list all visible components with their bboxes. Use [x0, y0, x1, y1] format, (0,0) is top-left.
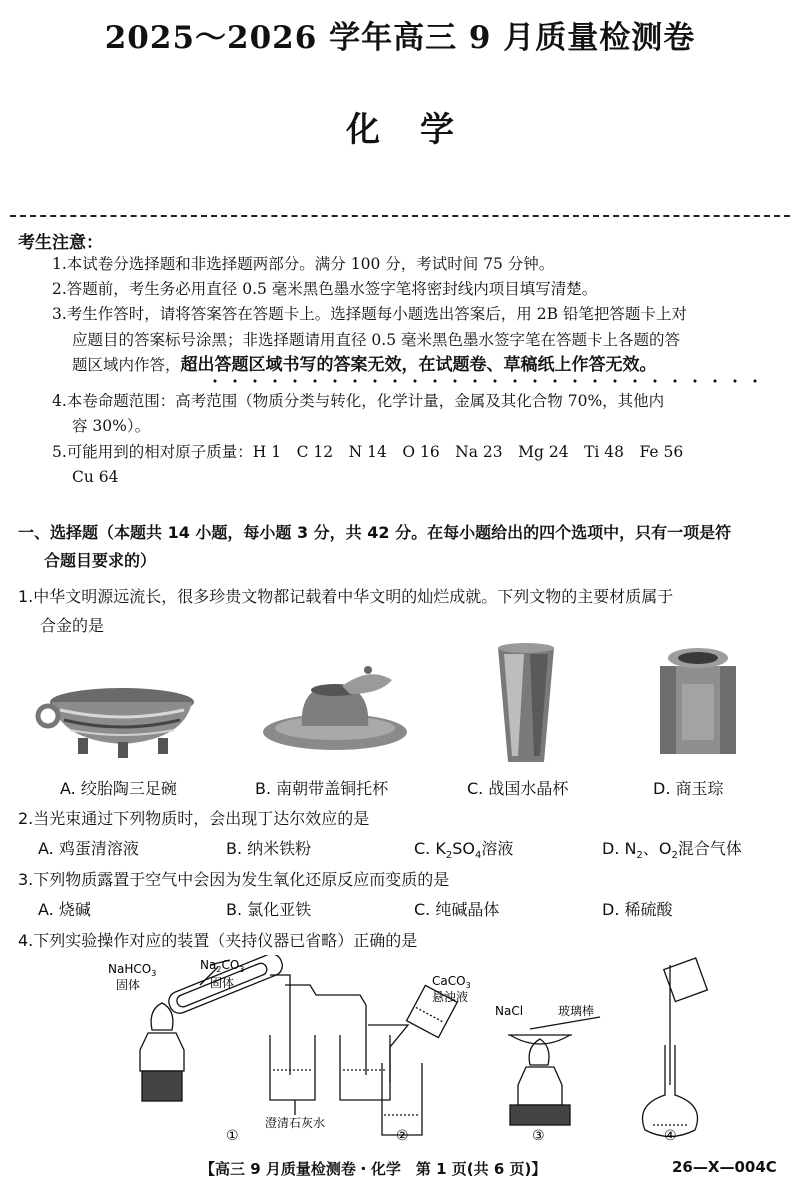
notice-item-3-cont: 应题目的答案标号涂黑；非选择题请用直径 0.5 毫米黑色墨水签字笔在答题卡上各题的答 — [72, 331, 681, 349]
bronze-cup-image — [263, 666, 407, 750]
notice-item-4: 4.本卷命题范围：高考范围（物质分类与转化，化学计量，金属及其化合物 70%，其他内 — [52, 392, 665, 410]
bowl-image — [38, 688, 194, 758]
q3-option-b: B. 氯化亚铁 — [226, 900, 312, 919]
label-nahco3: NaHCO$_3$ — [108, 962, 157, 978]
q2-option-c: C. $K_2SO_4$溶液 — [414, 839, 514, 862]
beaker-1 — [270, 1035, 315, 1100]
page-footer: 【高三 9 月质量检测卷・化学 第 1 页(共 6 页)】 — [200, 1160, 547, 1178]
notice-item-3-text: 题区域内作答， — [72, 356, 181, 374]
label-apparatus-3: ③ — [532, 1128, 545, 1144]
notice-heading: 考生注意： — [18, 233, 103, 253]
notice-item-3: 3.考生作答时，请将答案答在答题卡上。选择题每小题选出答案后，用 2B 铅笔把答题卡上对 — [52, 305, 687, 323]
q1-option-a: A. 绞胎陶三足碗 — [60, 779, 177, 798]
question-2-stem: 2.当光束通过下列物质时，会出现丁达尔效应的是 — [18, 809, 370, 828]
label-caco3: CaCO$_3$ — [432, 974, 471, 990]
funnel — [368, 1025, 408, 1083]
question-1-stem-cont: 合金的是 — [40, 616, 105, 635]
q2-option-d: D. $N_2$、$O_2$混合气体 — [602, 839, 742, 862]
question-1-stem: 1.中华文明源远流长，很多珍贵文物都记载着中华文明的灿烂成就。下列文物的主要材质属于 — [18, 587, 674, 606]
label-apparatus-4: ④ — [664, 1128, 677, 1144]
label-suspension: 悬浊液 — [432, 990, 469, 1004]
lamp-stand-1 — [142, 1071, 182, 1101]
glass-rod — [530, 1017, 600, 1029]
exam-title: 2025～2026 学年高三 9 月质量检测卷 — [104, 20, 696, 56]
exam-code: 26—X—004C — [672, 1158, 777, 1176]
label-solid-2: 固体 — [210, 976, 235, 990]
notice-emphasis: 超出答题区域书写的答案无效，在试题卷、草稿纸上作答无效。 — [180, 355, 657, 375]
subject-title: 化学 — [346, 110, 494, 150]
notice-item-3-cont2 — [72, 353, 657, 378]
question-4-stem: 4.下列实验操作对应的装置（夹持仪器已省略）正确的是 — [18, 931, 418, 950]
label-nacl: NaCl — [495, 1004, 524, 1018]
label-apparatus-1: ① — [226, 1128, 239, 1144]
q1-option-c: C. 战国水晶杯 — [467, 779, 569, 798]
notice-item-2: 2.答题前，考生务必用直径 0.5 毫米黑色墨水签字笔将密封线内项目填写清楚。 — [52, 280, 598, 298]
flame-1 — [151, 1003, 173, 1030]
q1-option-d: D. 商玉琮 — [653, 779, 724, 798]
label-solid-1: 固体 — [116, 978, 141, 992]
q3-option-a: A. 烧碱 — [38, 900, 91, 919]
emphasis-dots — [205, 378, 765, 384]
seal-divider — [10, 215, 790, 217]
q2-option-b: B. 纳米铁粉 — [226, 839, 312, 858]
label-glass-rod: 玻璃棒 — [558, 1004, 595, 1018]
receiving-beaker — [382, 1063, 422, 1135]
q3-option-c: C. 纯碱晶体 — [414, 900, 500, 919]
alcohol-lamp-3 — [518, 1067, 562, 1105]
section-heading: 一、选择题（本题共 14 小题，每小题 3 分，共 42 分。在每小题给出的四个选项中，只有一项是符 — [18, 523, 732, 542]
artifact-images — [30, 640, 790, 770]
notice-item-4-cont: 容 30%）。 — [72, 417, 151, 435]
apparatus-diagram — [90, 955, 710, 1150]
q3-option-d: D. 稀硫酸 — [602, 900, 673, 919]
notice-item-1: 1.本试卷分选择题和非选择题两部分。满分 100 分，考试时间 75 分钟。 — [52, 255, 555, 273]
alcohol-lamp-1 — [140, 1033, 184, 1071]
label-apparatus-2: ② — [396, 1128, 409, 1144]
label-na2co3: $Na_2CO_3$ — [200, 958, 245, 974]
notice-item-5-cont: Cu 64 — [72, 468, 119, 486]
crystal-cup-image — [498, 643, 554, 762]
jade-cong-image — [660, 648, 736, 754]
notice-item-5: 5.可能用到的相对原子质量：H 1 C 12 N 14 O 16 Na 23 Mg 24 Ti 48 Fe 56 — [52, 443, 684, 461]
label-limewater: 澄清石灰水 — [265, 1116, 326, 1130]
section-heading-cont: 合题目要求的） — [44, 551, 157, 570]
question-3-stem: 3.下列物质露置于空气中会因为发生氧化还原反应而变质的是 — [18, 870, 450, 889]
q1-option-b: B. 南朝带盖铜托杯 — [255, 779, 389, 798]
q2-option-a: A. 鸡蛋清溶液 — [38, 839, 139, 858]
